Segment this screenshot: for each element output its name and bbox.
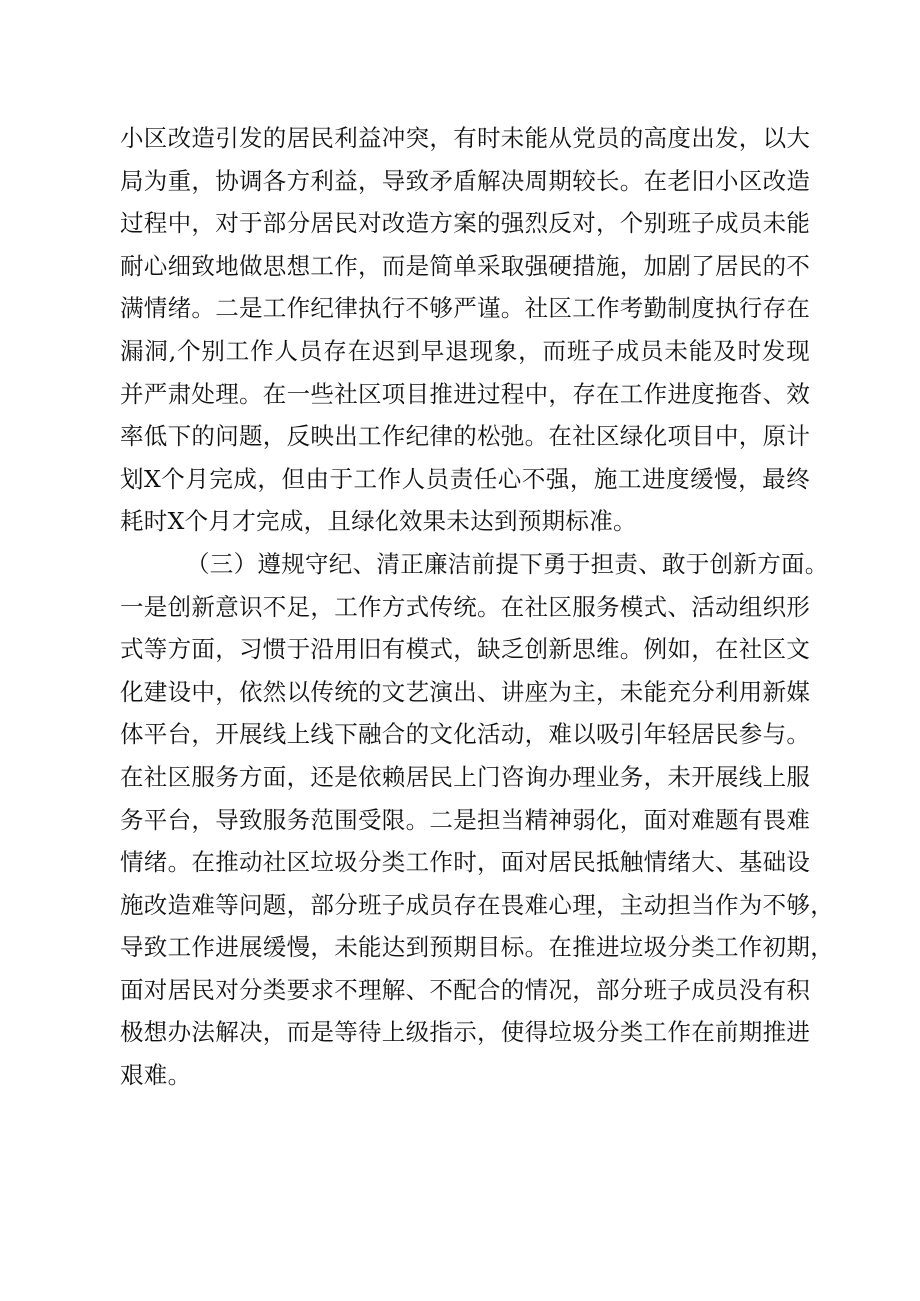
text-line: 率低下的问题，反映出工作纪律的松弛。在社区绿化项目中，原计 [120, 422, 811, 451]
text-line: 划X个月完成，但由于工作人员责任心不强，施工进度缓慢，最终 [120, 464, 810, 493]
section-heading: （三）遵规守纪、清正廉洁前提下勇于担责、敢于创新方面。 [186, 549, 829, 578]
text-line: 一是创新意识不足，工作方式传统。在社区服务模式、活动组织形 [120, 592, 811, 621]
text-line: 在社区服务方面，还是依赖居民上门咨询办理业务，未开展线上服 [120, 762, 811, 791]
body-text [120, 117, 834, 1097]
text-line: 化建设中，依然以传统的文艺演出、讲座为主，未能充分利用新媒 [120, 677, 811, 706]
text-line: 体平台，开展线上线下融合的文化活动，难以吸引年轻居民参与。 [120, 720, 811, 749]
paragraph-end-line: 艰难。 [120, 1061, 192, 1090]
text-line: 并严肃处理。在一些社区项目推进过程中，存在工作进度拖沓、效 [120, 379, 811, 408]
text-line: 满情绪。二是工作纪律执行不够严谨。社区工作考勤制度执行存在 [120, 294, 811, 323]
text-line: 过程中，对于部分居民对改造方案的强烈反对，个别班子成员未能 [120, 209, 811, 238]
text-line: 情绪。在推动社区垃圾分类工作时，面对居民抵触情绪大、基础设 [120, 848, 811, 877]
text-line: 局为重，协调各方利益，导致矛盾解决周期较长。在老旧小区改造 [120, 166, 811, 195]
paragraph-end-line: 耗时X个月才完成，且绿化效果未达到预期标准。 [120, 507, 637, 536]
text-line: 小区改造引发的居民利益冲突，有时未能从党员的高度出发，以大 [120, 124, 811, 152]
text-line: 导致工作进展缓慢，未能达到预期目标。在推进垃圾分类工作初期， [120, 933, 834, 962]
text-line: 漏洞,个别工作人员存在迟到早退现象，而班子成员未能及时发现 [120, 336, 810, 365]
text-line: 务平台，导致服务范围受限。二是担当精神弱化，面对难题有畏难 [120, 805, 811, 834]
text-line: 施改造难等问题，部分班子成员存在畏难心理，主动担当作为不够， [120, 890, 834, 919]
text-line: 式等方面，习惯于沿用旧有模式，缺乏创新思维。例如，在社区文 [120, 635, 811, 664]
text-line: 极想办法解决，而是等待上级指示，使得垃圾分类工作在前期推进 [120, 1018, 811, 1047]
text-line: 面对居民对分类要求不理解、不配合的情况，部分班子成员没有积 [120, 975, 811, 1004]
text-line: 耐心细致地做思想工作，而是简单采取强硬措施，加剧了居民的不 [120, 251, 811, 280]
